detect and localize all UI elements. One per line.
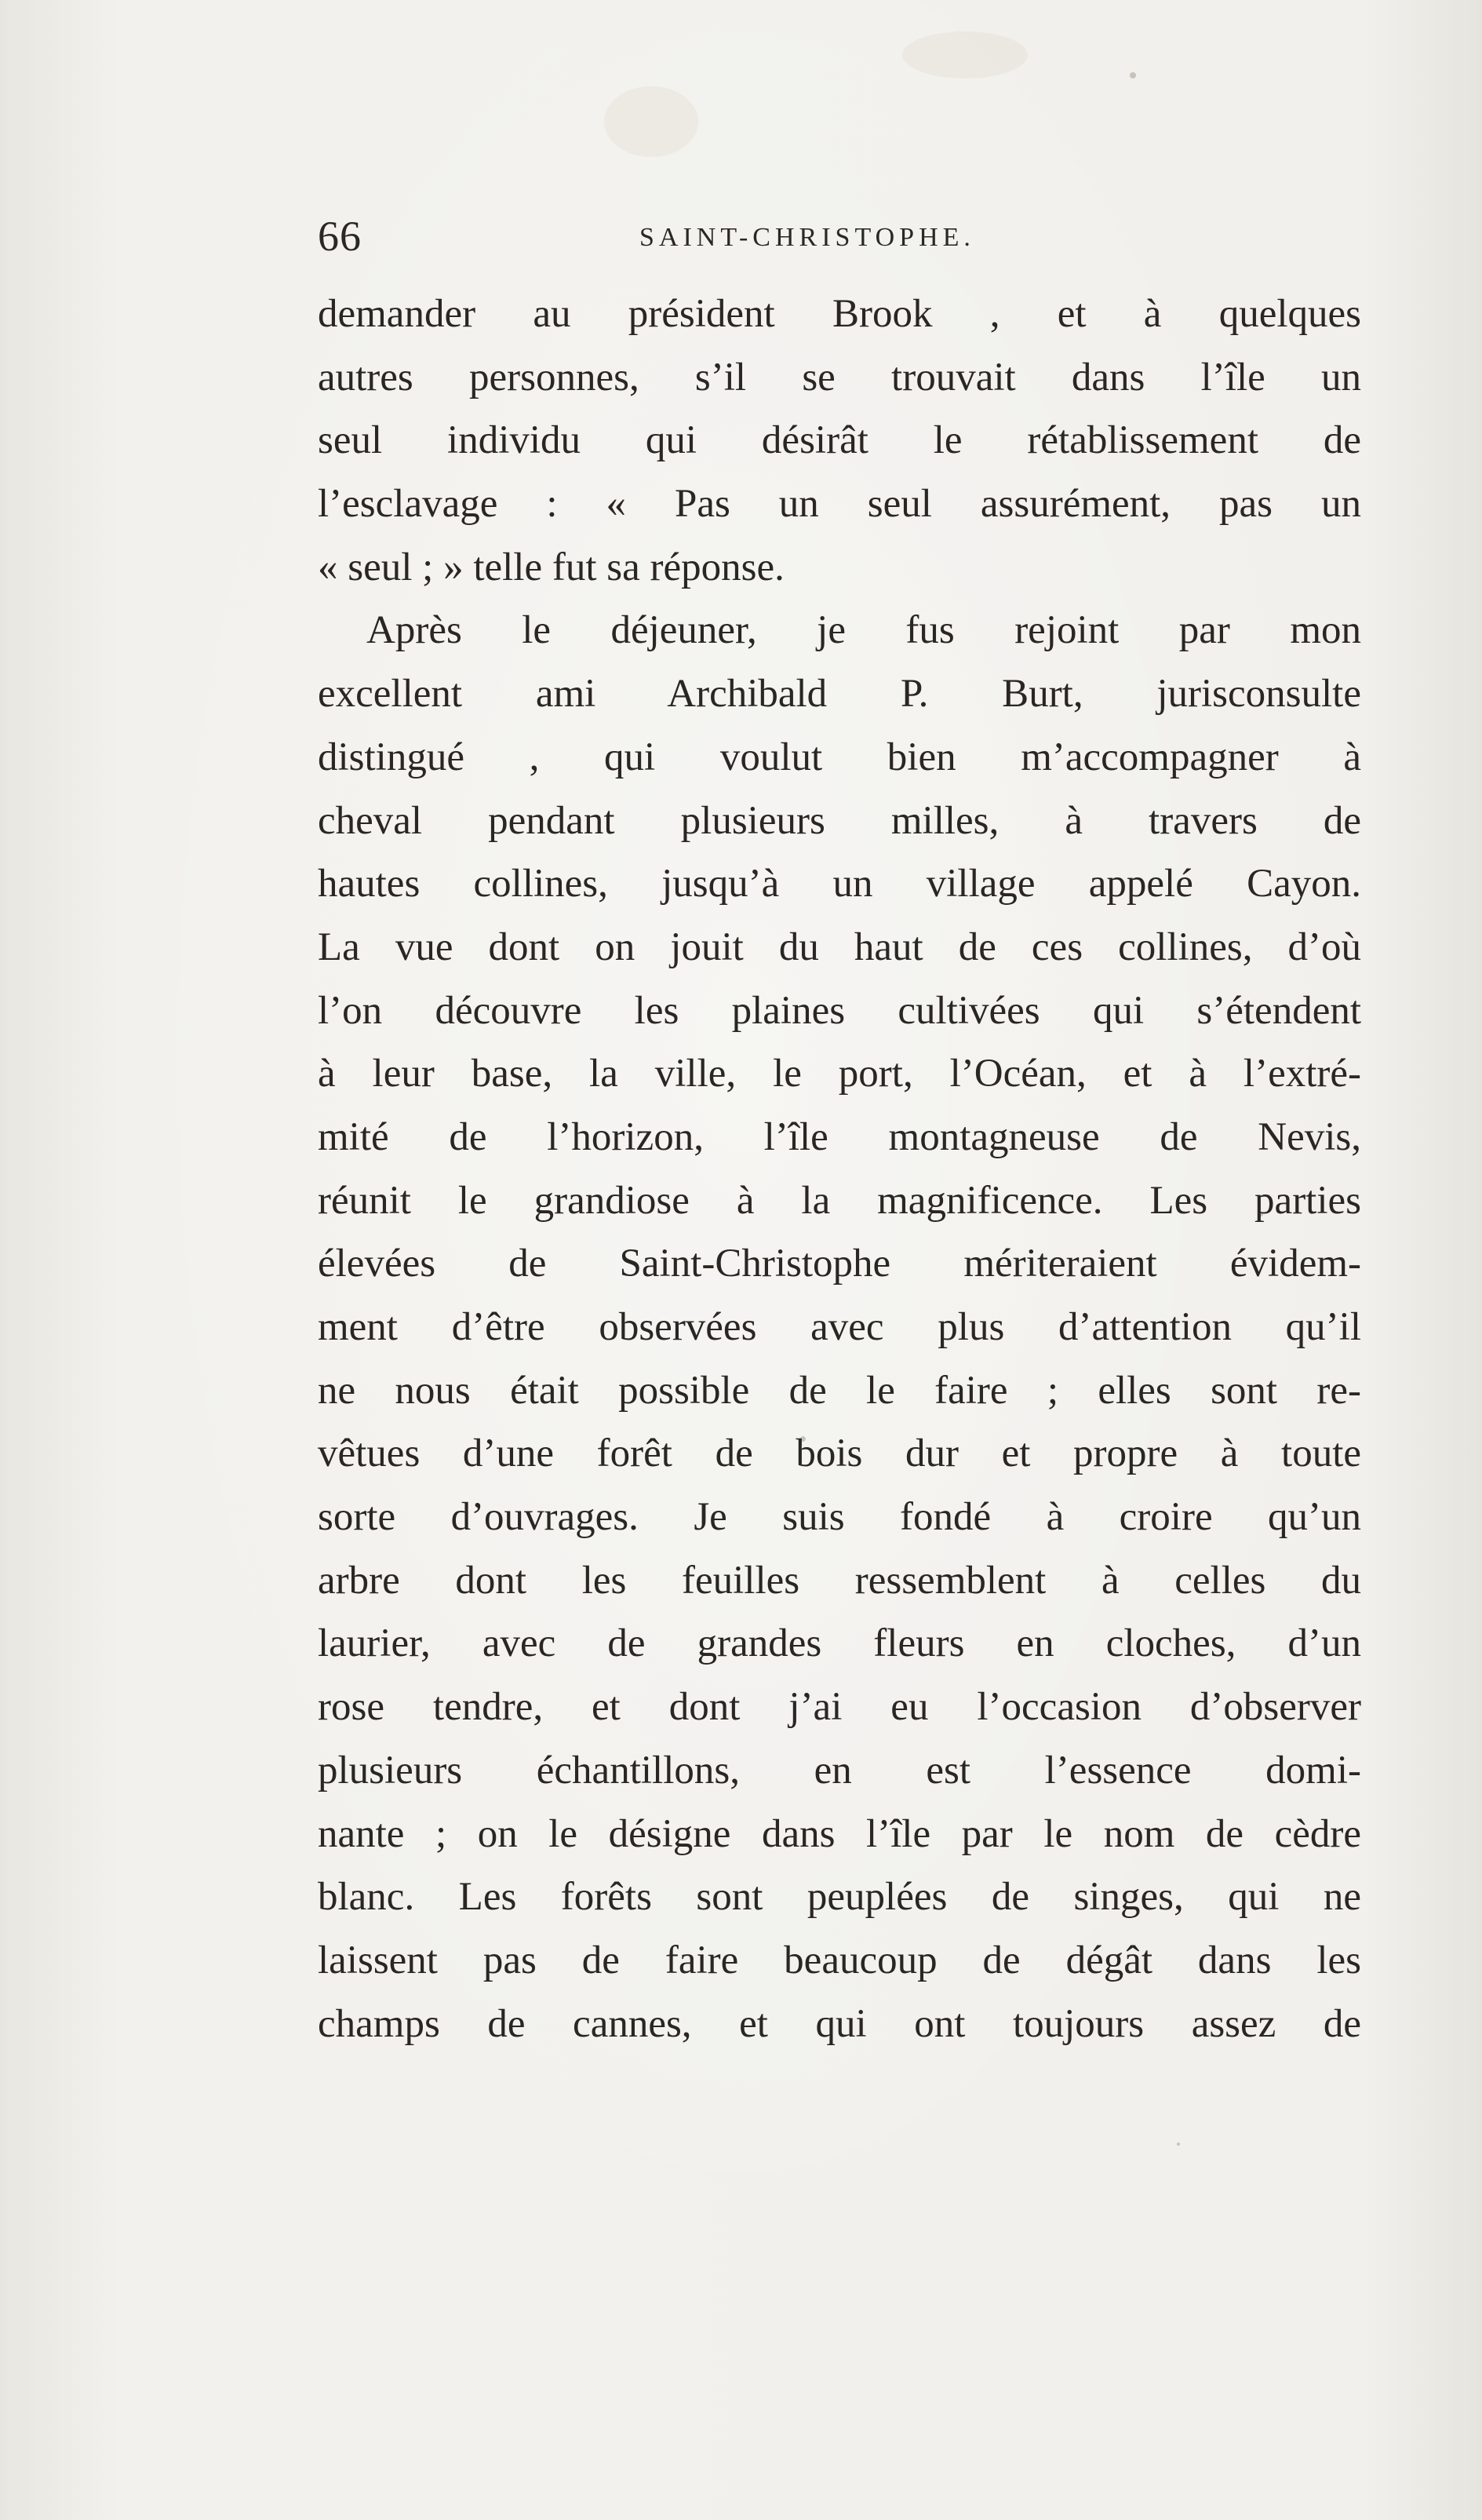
text-line: rose tendre, et dont j’ai eu l’occasion d’observer xyxy=(318,1685,1361,1730)
text-line: mité de l’horizon, l’île montagneuse de Nevis, xyxy=(318,1114,1361,1159)
text-line: laurier, avec de grandes fleurs en cloches, d’un xyxy=(318,1621,1361,1666)
text-line: à leur base, la ville, le port, l’Océan, et à l’extré- xyxy=(318,1052,1361,1096)
text-line: vêtues d’une forêt de bois dur et propre à toute xyxy=(318,1431,1361,1476)
text-line: « seul ; » telle fut sa réponse. xyxy=(318,545,785,589)
text-line: excellent ami Archibald P. Burt, jurisconsulte xyxy=(318,672,1361,717)
text-line: plusieurs échantillons, en est l’essence domi- xyxy=(318,1748,1361,1792)
text-line: seul individu qui désirât le rétablissement de xyxy=(318,418,1361,463)
paper-speck xyxy=(1177,2143,1180,2146)
text-line: ment d’être observées avec plus d’attention qu’il xyxy=(318,1305,1361,1349)
paper-speck xyxy=(1130,72,1136,78)
text-line: autres personnes, s’il se trouvait dans l’île un xyxy=(318,355,1361,399)
text-line: l’on découvre les plaines cultivées qui s’étendent xyxy=(318,988,1361,1033)
text-line: demander au président Brook , et à quelques xyxy=(318,292,1361,336)
text-line: nante ; on le désigne dans l’île par le nom de cèdre xyxy=(318,1811,1361,1856)
text-line: hautes collines, jusqu’à un village appelé Cayon. xyxy=(318,862,1361,906)
text-line: réunit le grandiose à la magnificence. Les parties xyxy=(318,1178,1361,1223)
text-line: élevées de Saint-Christophe mériteraient évidem- xyxy=(318,1242,1361,1286)
text-line: sorte d’ouvrages. Je suis fondé à croire qu’un xyxy=(318,1495,1361,1540)
page-number: 66 xyxy=(318,213,362,260)
text-line: laissent pas de faire beaucoup de dégât dans les xyxy=(318,1938,1361,1982)
text-line: arbre dont les feuilles ressemblent à celles du xyxy=(318,1558,1361,1603)
body-text xyxy=(318,283,1361,2055)
text-line: l’esclavage : « Pas un seul assurément, pas un xyxy=(318,482,1361,527)
paper-stain xyxy=(604,86,698,157)
text-line: Après le déjeuner, je fus rejoint par mon xyxy=(366,608,1361,653)
text-line: cheval pendant plusieurs milles, à travers de xyxy=(318,798,1361,843)
running-head xyxy=(318,212,1361,267)
text-line: La vue dont on jouit du haut de ces collines, d’où xyxy=(318,924,1361,969)
paper-stain xyxy=(902,31,1028,78)
text-line: champs de cannes, et qui ont toujours assez de xyxy=(318,2001,1361,2046)
text-line: blanc. Les forêts sont peuplées de singes, qui ne xyxy=(318,1875,1361,1920)
running-title: SAINT-CHRISTOPHE. xyxy=(639,223,975,252)
text-line: distingué , qui voulut bien m’accompagner à xyxy=(318,735,1361,779)
text-line: ne nous était possible de le faire ; elles sont re- xyxy=(318,1368,1361,1413)
